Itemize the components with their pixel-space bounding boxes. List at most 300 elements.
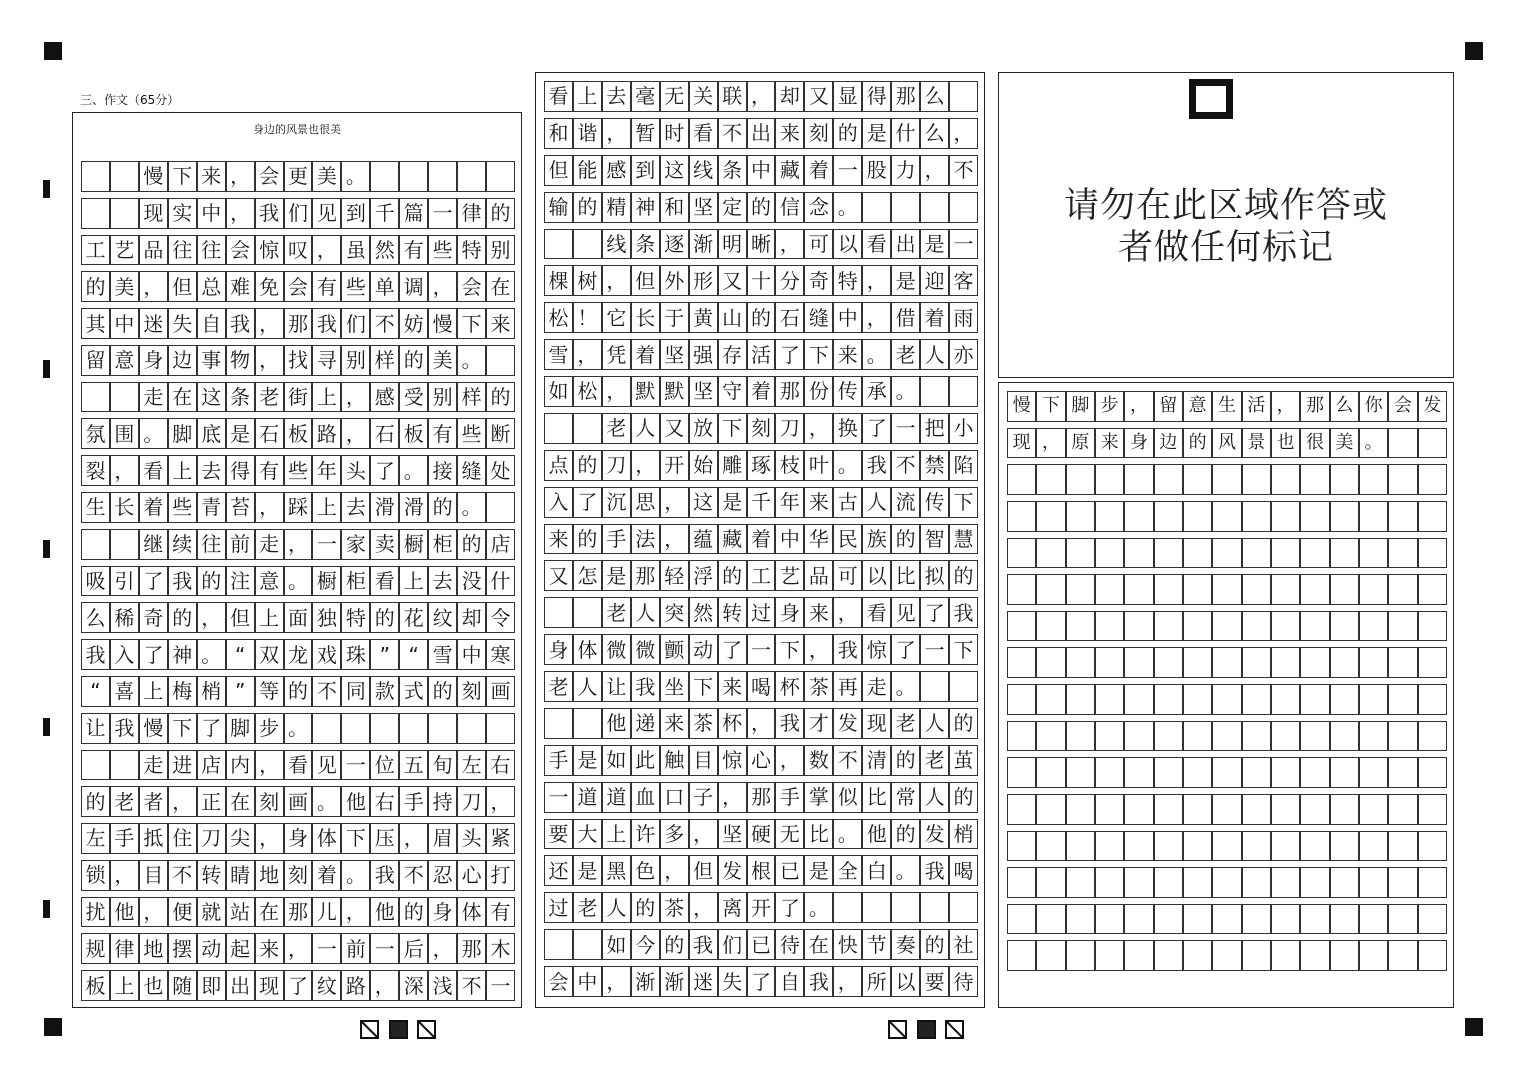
- grid-cell: 陷: [949, 450, 978, 481]
- grid-cell: [544, 229, 573, 260]
- grid-cell: 去: [428, 566, 457, 597]
- grid-cell: 藏: [718, 524, 747, 555]
- grid-cell: 刀: [457, 786, 486, 817]
- grid-cell: [1036, 904, 1065, 935]
- grid-cell: [1183, 794, 1212, 825]
- grid-cell: ”: [226, 676, 255, 707]
- grid-cell: [1212, 867, 1241, 898]
- grid-cell: 缝: [457, 455, 486, 486]
- grid-cell: 双: [255, 639, 284, 670]
- grid-cell: [1388, 904, 1417, 935]
- grid-cell: [1359, 574, 1388, 605]
- grid-cell: 坚: [689, 192, 718, 223]
- grid-cell: 如: [602, 929, 631, 960]
- registration-mark-bottom-right: [1465, 1018, 1483, 1036]
- grid-cell: [1242, 574, 1271, 605]
- grid-cell: [1036, 501, 1065, 532]
- grid-cell: [1124, 831, 1153, 862]
- grid-cell: ，: [399, 823, 428, 854]
- grid-cell: [1212, 647, 1241, 678]
- grid-cell: 坚: [660, 339, 689, 370]
- grid-cell: 右: [370, 786, 399, 817]
- grid-cell: 心: [457, 860, 486, 891]
- grid-cell: 在: [255, 897, 284, 928]
- grid-cell: 有: [312, 271, 341, 302]
- grid-cell: 后: [399, 933, 428, 964]
- grid-cell: 边: [1154, 428, 1183, 459]
- grid-cell: [1036, 940, 1065, 971]
- grid-cell: ，: [226, 198, 255, 229]
- grid-cell: 路: [341, 970, 370, 1001]
- grid-cell: 转: [718, 597, 747, 628]
- grid-cell: 精: [602, 192, 631, 223]
- grid-cell: [1036, 867, 1065, 898]
- grid-cell: 出: [747, 118, 776, 149]
- grid-cell: 有: [399, 235, 428, 266]
- grid-cell: [1212, 684, 1241, 715]
- grid-cell: 那: [891, 81, 920, 112]
- grid-cell: 的: [81, 786, 110, 817]
- grid-cell: 股: [862, 155, 891, 186]
- grid-cell: 往: [197, 529, 226, 560]
- grid-cell: [457, 713, 486, 744]
- grid-cell: 。: [312, 786, 341, 817]
- grid-cell: 颤: [660, 634, 689, 665]
- grid-cell: 走: [139, 382, 168, 413]
- grid-cell: 品: [804, 560, 833, 591]
- registration-mark-bottom-left: [44, 1018, 62, 1036]
- grid-cell: 自: [197, 308, 226, 339]
- grid-cell: 意: [1183, 391, 1212, 422]
- grid-cell: 看: [689, 118, 718, 149]
- grid-cell: 正: [197, 786, 226, 817]
- grid-cell: 些: [284, 455, 313, 486]
- grid-cell: 在: [486, 271, 515, 302]
- grid-cell: 古: [833, 487, 862, 518]
- grid-cell: ，: [602, 376, 631, 407]
- grid-cell: 一: [312, 933, 341, 964]
- grid-cell: 去: [602, 81, 631, 112]
- grid-cell: 已: [775, 855, 804, 886]
- grid-cell: 默: [631, 376, 660, 407]
- grid-cell: 。: [804, 892, 833, 923]
- grid-cell: 我: [689, 929, 718, 960]
- grid-cell: 雕: [718, 450, 747, 481]
- grid-cell: 拟: [920, 560, 949, 591]
- grid-cell: 往: [197, 235, 226, 266]
- grid-cell: [1124, 611, 1153, 642]
- grid-cell: [1095, 721, 1124, 752]
- grid-cell: [370, 713, 399, 744]
- grid-cell: [1330, 647, 1359, 678]
- grid-cell: 似: [833, 782, 862, 813]
- grid-cell: [1212, 721, 1241, 752]
- grid-cell: 渐: [631, 966, 660, 997]
- grid-cell: 渐: [689, 229, 718, 260]
- grid-cell: 是: [862, 118, 891, 149]
- grid-cell: 吸: [81, 566, 110, 597]
- grid-cell: 离: [718, 892, 747, 923]
- grid-cell: [1418, 831, 1447, 862]
- grid-cell: 们: [341, 308, 370, 339]
- grid-cell: 底: [197, 418, 226, 449]
- grid-cell: 紧: [486, 823, 515, 854]
- grid-cell: 雪: [428, 639, 457, 670]
- grid-cell: 些: [457, 418, 486, 449]
- grid-cell: 实: [168, 198, 197, 229]
- grid-cell: 工: [747, 560, 776, 591]
- grid-cell: 信: [775, 192, 804, 223]
- grid-cell: 旬: [428, 750, 457, 781]
- grid-cell: 妨: [399, 308, 428, 339]
- grid-cell: 来: [255, 933, 284, 964]
- grid-cell: 体: [312, 823, 341, 854]
- grid-cell: 年: [775, 487, 804, 518]
- grid-cell: 杯: [718, 708, 747, 739]
- grid-cell: 族: [862, 524, 891, 555]
- grid-cell: 体: [573, 634, 602, 665]
- grid-cell: 上: [168, 455, 197, 486]
- grid-cell: 快: [833, 929, 862, 960]
- writing-grid-1: [81, 161, 515, 1001]
- grid-cell: ，: [573, 339, 602, 370]
- grid-cell: 没: [457, 566, 486, 597]
- grid-cell: 踩: [284, 492, 313, 523]
- grid-cell: [1359, 684, 1388, 715]
- grid-cell: 上: [255, 602, 284, 633]
- grid-cell: [573, 413, 602, 444]
- grid-cell: 点: [544, 450, 573, 481]
- grid-cell: 美: [1330, 428, 1359, 459]
- grid-cell: [428, 161, 457, 192]
- grid-cell: 心: [747, 745, 776, 776]
- grid-cell: 上: [312, 382, 341, 413]
- grid-cell: [1212, 904, 1241, 935]
- grid-cell: 中: [833, 302, 862, 333]
- grid-cell: ，: [226, 161, 255, 192]
- grid-cell: [1007, 940, 1036, 971]
- grid-cell: [1330, 574, 1359, 605]
- grid-cell: 以: [891, 966, 920, 997]
- scan-code-marks-right: [888, 1020, 968, 1040]
- grid-cell: 会: [457, 271, 486, 302]
- grid-cell: 根: [747, 855, 776, 886]
- grid-cell: [573, 597, 602, 628]
- grid-cell: 线: [602, 229, 631, 260]
- grid-cell: 店: [486, 529, 515, 560]
- grid-cell: 的: [631, 892, 660, 923]
- grid-cell: 律: [457, 198, 486, 229]
- grid-cell: [1124, 538, 1153, 569]
- grid-cell: [457, 161, 486, 192]
- grid-cell: 慢: [139, 713, 168, 744]
- grid-cell: 看: [862, 229, 891, 260]
- grid-cell: 了: [920, 597, 949, 628]
- grid-cell: 看: [862, 597, 891, 628]
- grid-cell: 失: [718, 966, 747, 997]
- grid-cell: [1066, 867, 1095, 898]
- grid-cell: ，: [255, 823, 284, 854]
- grid-cell: 刻: [284, 860, 313, 891]
- grid-cell: [1036, 574, 1065, 605]
- grid-cell: 有: [428, 418, 457, 449]
- grid-cell: 梅: [168, 676, 197, 707]
- timing-mark: [43, 540, 50, 558]
- grid-cell: [1300, 538, 1329, 569]
- grid-cell: ，: [255, 492, 284, 523]
- grid-cell: 你: [1359, 391, 1388, 422]
- grid-cell: 棵: [544, 265, 573, 296]
- grid-cell: [1124, 721, 1153, 752]
- grid-cell: ，: [833, 966, 862, 997]
- grid-cell: [1242, 904, 1271, 935]
- grid-cell: 千: [370, 198, 399, 229]
- warning-text-line-1: 请勿在此区域作答或: [1063, 186, 1388, 226]
- grid-cell: [81, 529, 110, 560]
- grid-cell: 梢: [197, 676, 226, 707]
- grid-cell: 道: [573, 782, 602, 813]
- grid-cell: 身: [1124, 428, 1153, 459]
- grid-cell: 能: [573, 155, 602, 186]
- grid-cell: [949, 671, 978, 702]
- grid-cell: ！: [573, 302, 602, 333]
- grid-cell: 那: [1300, 391, 1329, 422]
- grid-cell: [1418, 721, 1447, 752]
- grid-cell: 不: [833, 745, 862, 776]
- grid-cell: 来: [544, 524, 573, 555]
- grid-cell: 他: [370, 897, 399, 928]
- grid-cell: [1154, 684, 1183, 715]
- grid-cell: 裂: [81, 455, 110, 486]
- grid-cell: [1300, 647, 1329, 678]
- grid-cell: 。: [833, 450, 862, 481]
- grid-cell: [920, 671, 949, 702]
- grid-cell: [1242, 831, 1271, 862]
- grid-cell: 惊: [862, 634, 891, 665]
- grid-cell: [1124, 647, 1153, 678]
- grid-cell: 的: [573, 192, 602, 223]
- grid-cell: 边: [168, 345, 197, 376]
- grid-cell: 手: [775, 782, 804, 813]
- grid-cell: 卖: [370, 529, 399, 560]
- grid-cell: 又: [804, 81, 833, 112]
- grid-cell: 才: [804, 708, 833, 739]
- grid-cell: 现: [255, 970, 284, 1001]
- grid-cell: 留: [81, 345, 110, 376]
- grid-cell: 民: [833, 524, 862, 555]
- timing-mark: [43, 180, 50, 198]
- grid-cell: 。: [457, 492, 486, 523]
- grid-cell: [1036, 794, 1065, 825]
- grid-cell: 体: [457, 897, 486, 928]
- grid-cell: 色: [631, 855, 660, 886]
- grid-cell: 但: [631, 265, 660, 296]
- grid-cell: [81, 382, 110, 413]
- grid-cell: 白: [862, 855, 891, 886]
- grid-cell: 随: [168, 970, 197, 1001]
- grid-cell: 念: [804, 192, 833, 223]
- grid-cell: 寻: [312, 345, 341, 376]
- grid-cell: 的: [457, 529, 486, 560]
- grid-cell: 上: [573, 81, 602, 112]
- grid-cell: 默: [660, 376, 689, 407]
- grid-cell: [949, 892, 978, 923]
- grid-cell: [1359, 904, 1388, 935]
- grid-cell: 。: [891, 671, 920, 702]
- grid-cell: 中: [457, 639, 486, 670]
- grid-cell: 和: [660, 192, 689, 223]
- grid-cell: 节: [862, 929, 891, 960]
- grid-cell: 感: [602, 155, 631, 186]
- grid-cell: 些: [341, 271, 370, 302]
- grid-cell: ，: [486, 786, 515, 817]
- grid-cell: 深: [399, 970, 428, 1001]
- grid-cell: [1300, 867, 1329, 898]
- grid-cell: 出: [226, 970, 255, 1001]
- grid-cell: 。: [341, 161, 370, 192]
- grid-cell: 调: [399, 271, 428, 302]
- grid-cell: [1359, 538, 1388, 569]
- grid-cell: 他: [110, 897, 139, 928]
- grid-cell: 的: [891, 524, 920, 555]
- grid-cell: 橱: [312, 566, 341, 597]
- grid-cell: 我: [804, 966, 833, 997]
- grid-cell: 扰: [81, 897, 110, 928]
- grid-cell: 抵: [139, 823, 168, 854]
- grid-cell: 就: [197, 897, 226, 928]
- grid-cell: 慢: [139, 161, 168, 192]
- grid-cell: [1330, 538, 1359, 569]
- grid-cell: 。: [833, 192, 862, 223]
- grid-cell: 上: [602, 819, 631, 850]
- grid-cell: 的: [486, 198, 515, 229]
- grid-cell: 刀: [775, 413, 804, 444]
- grid-cell: 这: [660, 155, 689, 186]
- grid-cell: [1418, 794, 1447, 825]
- grid-cell: [1183, 684, 1212, 715]
- grid-cell: [1271, 904, 1300, 935]
- grid-cell: 承: [862, 376, 891, 407]
- grid-cell: 画: [486, 676, 515, 707]
- grid-cell: [1388, 684, 1417, 715]
- grid-cell: [1007, 574, 1036, 605]
- grid-cell: 了: [370, 455, 399, 486]
- grid-cell: 慧: [949, 524, 978, 555]
- grid-cell: [1242, 721, 1271, 752]
- grid-cell: 也: [1271, 428, 1300, 459]
- grid-cell: [486, 161, 515, 192]
- grid-cell: 但: [168, 271, 197, 302]
- grid-cell: 往: [168, 235, 197, 266]
- grid-cell: 来: [804, 487, 833, 518]
- grid-cell: 眉: [428, 823, 457, 854]
- grid-cell: [1242, 940, 1271, 971]
- grid-cell: 地: [255, 860, 284, 891]
- grid-cell: 了: [139, 566, 168, 597]
- grid-cell: 他: [341, 786, 370, 817]
- grid-cell: 中: [775, 524, 804, 555]
- grid-cell: ，: [660, 487, 689, 518]
- grid-cell: 一: [428, 198, 457, 229]
- grid-cell: 物: [226, 345, 255, 376]
- grid-cell: [1271, 574, 1300, 605]
- grid-cell: [1007, 904, 1036, 935]
- grid-cell: [920, 376, 949, 407]
- grid-cell: 那: [631, 560, 660, 591]
- grid-cell: [1095, 757, 1124, 788]
- grid-cell: ，: [341, 418, 370, 449]
- grid-cell: 。: [284, 566, 313, 597]
- grid-cell: [1242, 464, 1271, 495]
- grid-cell: 守: [718, 376, 747, 407]
- grid-cell: 亦: [949, 339, 978, 370]
- grid-cell: [1271, 757, 1300, 788]
- grid-cell: 失: [168, 308, 197, 339]
- grid-cell: 不: [370, 308, 399, 339]
- grid-cell: [110, 161, 139, 192]
- grid-cell: 一: [833, 155, 862, 186]
- grid-cell: 全: [833, 855, 862, 886]
- grid-cell: ，: [833, 597, 862, 628]
- grid-cell: 左: [81, 823, 110, 854]
- grid-cell: [1271, 611, 1300, 642]
- grid-cell: 脚: [1066, 391, 1095, 422]
- grid-cell: [1036, 611, 1065, 642]
- grid-cell: [312, 713, 341, 744]
- grid-cell: [1066, 794, 1095, 825]
- grid-cell: [920, 192, 949, 223]
- grid-cell: [1359, 721, 1388, 752]
- grid-cell: [1359, 464, 1388, 495]
- grid-cell: [544, 929, 573, 960]
- grid-cell: 缝: [804, 302, 833, 333]
- grid-cell: 条: [631, 229, 660, 260]
- grid-cell: 我: [631, 671, 660, 702]
- answer-panel-1: [72, 112, 522, 1008]
- grid-cell: [1330, 867, 1359, 898]
- timing-mark: [43, 718, 50, 736]
- grid-cell: 入: [110, 639, 139, 670]
- grid-cell: [1330, 611, 1359, 642]
- grid-cell: 今: [631, 929, 660, 960]
- grid-cell: 多: [660, 819, 689, 850]
- grid-cell: ，: [775, 229, 804, 260]
- grid-cell: [1183, 538, 1212, 569]
- grid-cell: [1330, 904, 1359, 935]
- grid-cell: [1095, 647, 1124, 678]
- grid-cell: 持: [428, 786, 457, 817]
- grid-cell: 我: [920, 855, 949, 886]
- grid-cell: 得: [226, 455, 255, 486]
- grid-cell: [1212, 611, 1241, 642]
- grid-cell: [1418, 757, 1447, 788]
- grid-cell: 禁: [920, 450, 949, 481]
- grid-cell: 来: [197, 161, 226, 192]
- grid-cell: 现: [1007, 428, 1036, 459]
- grid-cell: [1388, 940, 1417, 971]
- grid-cell: 手: [399, 786, 428, 817]
- registration-mark-top-right: [1465, 42, 1483, 60]
- grid-cell: 手: [602, 524, 631, 555]
- grid-cell: 走: [255, 529, 284, 560]
- grid-cell: [110, 198, 139, 229]
- grid-cell: 活: [747, 339, 776, 370]
- grid-cell: 那: [747, 782, 776, 813]
- grid-cell: 。: [891, 376, 920, 407]
- grid-cell: 长: [110, 492, 139, 523]
- grid-cell: 手: [544, 745, 573, 776]
- grid-cell: 美: [110, 271, 139, 302]
